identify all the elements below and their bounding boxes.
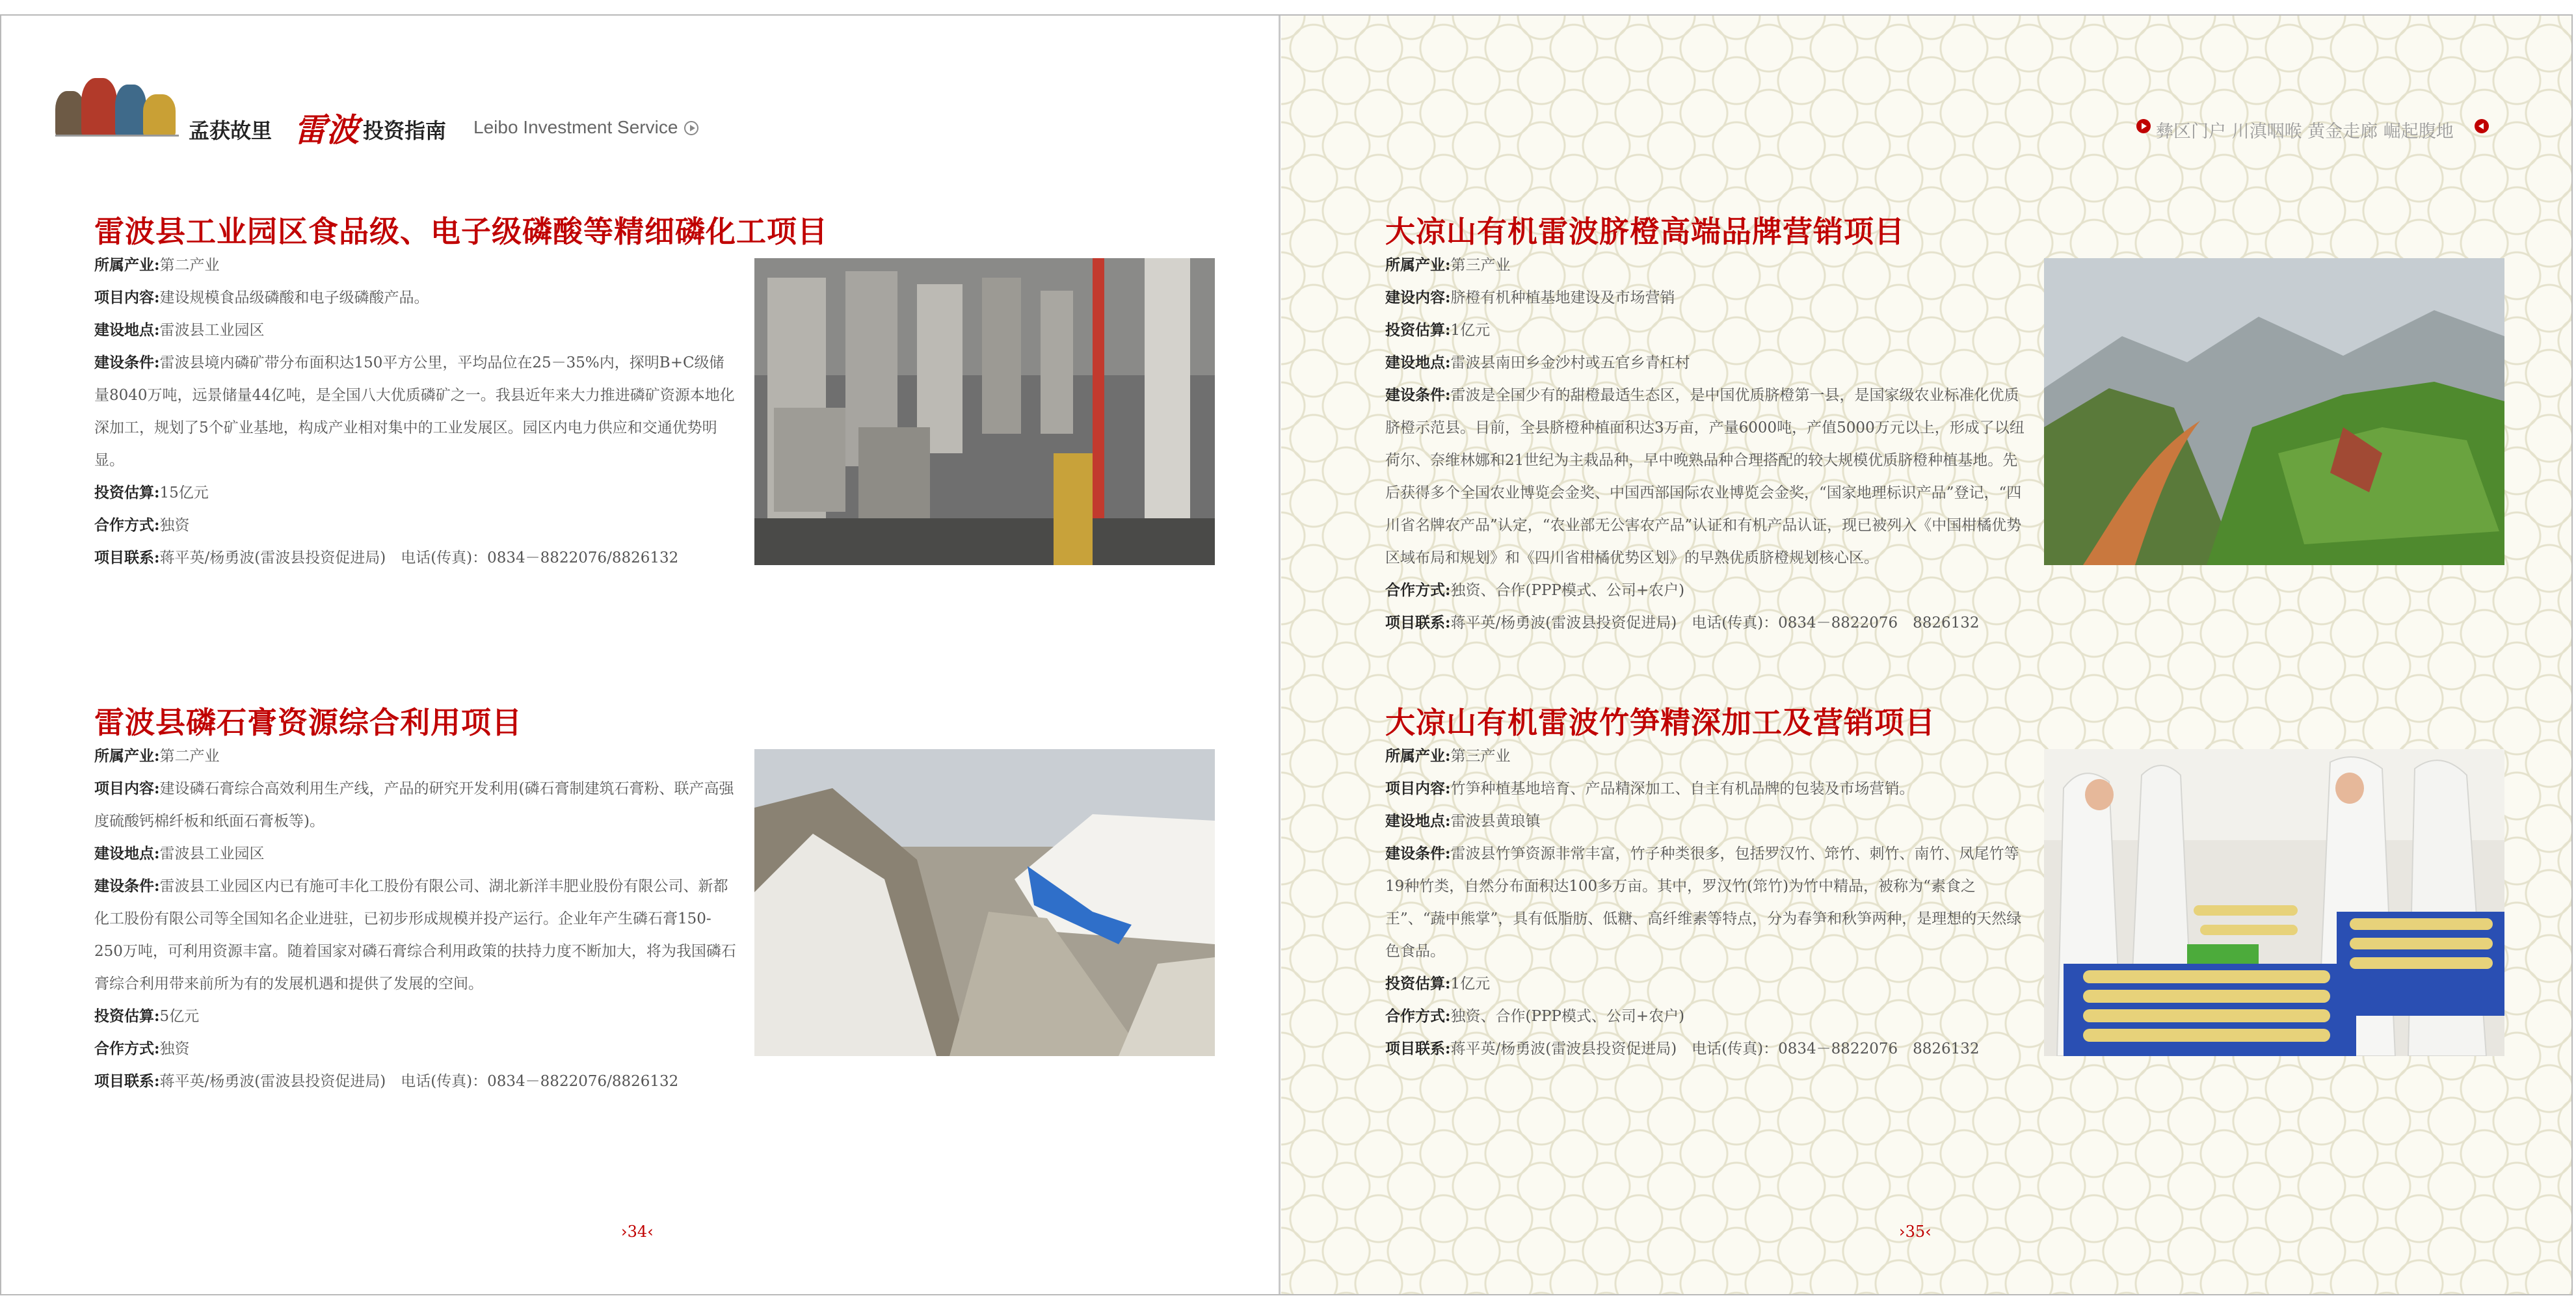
detail-row (94, 1065, 738, 1098)
detail-label: 项目内容: (94, 289, 160, 306)
detail-row (1385, 773, 2029, 805)
detail-row (1385, 379, 2029, 574)
detail-label: 合作方式: (94, 516, 160, 534)
brand-hometown-text: 孟获故里 (189, 118, 272, 143)
detail-value: 第三产业 (1450, 257, 1511, 274)
detail-row (94, 838, 738, 870)
detail-value: 独资、合作(PPP模式、公司+农户) (1450, 582, 1685, 599)
detail-label: 投资估算: (1385, 975, 1451, 992)
detail-label: 项目内容: (94, 780, 160, 797)
detail-value: 第二产业 (159, 257, 220, 274)
project-title: 雷波县磷石膏资源综合利用项目 (94, 705, 522, 740)
detail-value: 独资 (159, 1040, 190, 1057)
detail-value: 雷波县南田乡金沙村或五官乡青杠村 (1450, 354, 1690, 371)
detail-row (94, 542, 738, 574)
detail-row (1385, 574, 2029, 607)
detail-value: 蒋平英/杨勇波(雷波县投资促进局) 电话(传真)：0834－8822076/8826132 (159, 1073, 679, 1090)
detail-label: 项目内容: (1385, 780, 1451, 797)
detail-label: 合作方式: (1385, 1007, 1451, 1025)
slogan-text: 彝区门户 川滇咽喉 黄金走廊 崛起腹地 (2156, 122, 2454, 142)
detail-label: 建设地点: (94, 845, 160, 862)
detail-value: 建设规模食品级磷酸和电子级磷酸产品。 (159, 289, 429, 306)
detail-row (94, 282, 738, 314)
detail-value: 雷波是全国少有的甜橙最适生态区，是中国优质脐橙第一县，是国家级农业标准化优质脐橙示范县。目前，全县脐橙种植面积达3万亩，产量6000吨，产值5000万元以上，形成了以纽荷尔、奈维林娜和21世纪为主栽品种，早中晚熟品种合理搭配的较大规模优质脐橙种植基地。先后获得多个全国农业博览会金奖、中国西部国际农业博览会金奖，“国家地理标识产品”登记，“四川省名牌农产品”认定，“农业部无公害农产品”认证和有机产品认证，现已被列入《中国柑橘优势区域布局和规划》和《四川省柑橘优势区划》的早熟优质脐橙规划核心区。 (1385, 387, 2025, 566)
detail-label: 合作方式: (1385, 581, 1451, 599)
detail-value: 独资、合作(PPP模式、公司+农户) (1450, 1008, 1685, 1025)
detail-row (94, 314, 738, 347)
brand-leibo-calligraphy: 雷波 (294, 111, 359, 149)
detail-row (1385, 1000, 2029, 1033)
brand-english-text: Leibo Investment Service (473, 117, 678, 137)
detail-row (1385, 347, 2029, 379)
detail-label: 投资估算: (94, 484, 160, 501)
detail-row (94, 870, 738, 1000)
detail-row (94, 347, 738, 477)
detail-value: 5亿元 (159, 1008, 200, 1025)
detail-label: 投资估算: (1385, 321, 1451, 339)
detail-label: 建设条件: (1385, 845, 1451, 862)
detail-label: 合作方式: (94, 1040, 160, 1057)
detail-row (1385, 740, 2029, 773)
detail-value: 雷波县竹笋资源非常丰富，竹子种类很多，包括罗汉竹、筇竹、刺竹、南竹、凤尾竹等19种竹类，自然分布面积达100多万亩。其中，罗汉竹(筇竹)为竹中精品，被称为“素食之王”、“蔬中熊掌”，具有低脂肪、低糖、高纤维素等特点，分为春笋和秋笋两种，是理想的天然绿色食品。 (1385, 845, 2022, 960)
arrow-right-icon (2136, 119, 2151, 133)
detail-value: 蒋平英/杨勇波(雷波县投资促进局) 电话(传真)：0834－8822076/8826132 (159, 550, 679, 566)
detail-row (1385, 249, 2029, 282)
detail-row (1385, 607, 2029, 639)
valley-landscape-photo (2044, 258, 2504, 565)
detail-label: 建设地点: (1385, 354, 1451, 371)
detail-value: 第三产业 (1450, 748, 1511, 765)
detail-value: 雷波县境内磷矿带分布面积达150平方公里，平均品位在25－35%内，探明B+C级储量8040万吨，远景储量44亿吨，是全国八大优质磷矿之一。我县近年来大力推进磷矿资源本地化深加工，规划了5个矿业基地，构成产业相对集中的工业发展区。园区内电力供应和交通优势明显。 (94, 354, 735, 469)
detail-row (1385, 805, 2029, 838)
detail-label: 建设条件: (94, 877, 160, 895)
detail-label: 建设条件: (94, 354, 160, 371)
detail-label: 项目联系: (1385, 1040, 1451, 1057)
detail-label: 建设条件: (1385, 386, 1451, 404)
detail-value: 雷波县工业园区内已有施可丰化工股份有限公司、湖北新洋丰肥业股份有限公司、新都化工股份有限公司等全国知名企业进驻，已初步形成规模并投产运行。企业年产生磷石膏150-250万吨，可利用资源丰富。随着国家对磷石膏综合利用政策的扶持力度不断加大，将为我国磷石膏综合利用带来前所为有的发展机遇和提供了发展的空间。 (94, 878, 736, 992)
detail-row (94, 477, 738, 509)
detail-value: 脐橙有机种植基地建设及市场营销 (1450, 289, 1675, 306)
page-number-value: 34 (627, 1223, 648, 1241)
page-number-left: ›34‹ (621, 1223, 654, 1241)
project-title: 大凉山有机雷波脐橙高端品牌营销项目 (1385, 214, 1905, 249)
project-details (94, 740, 738, 1098)
detail-row (94, 1000, 738, 1033)
detail-row (1385, 968, 2029, 1000)
detail-label: 项目联系: (94, 549, 160, 566)
arrow-left-icon (2475, 119, 2489, 133)
detail-row (94, 509, 738, 542)
detail-label: 所属产业: (1385, 256, 1451, 274)
detail-label: 项目联系: (1385, 614, 1451, 631)
detail-value: 竹笋种植基地培育、产品精深加工、自主有机品牌的包装及市场营销。 (1450, 780, 1915, 797)
detail-row (94, 773, 738, 838)
costumed-figures-logo (55, 75, 179, 137)
detail-label: 建设地点: (1385, 812, 1451, 830)
detail-row (1385, 1033, 2029, 1065)
detail-value: 雷波县黄琅镇 (1450, 813, 1541, 830)
gypsum-pile-photo (754, 749, 1215, 1056)
project-details (1385, 740, 2029, 1065)
detail-value: 15亿元 (159, 484, 209, 501)
detail-value: 建设磷石膏综合高效利用生产线，产品的研究开发利用(磷石膏制建筑石膏粉、联产高强度硫酸钙棉纤板和纸面石膏板等)。 (94, 780, 734, 830)
project-title: 雷波县工业园区食品级、电子级磷酸等精细磷化工项目 (94, 214, 828, 249)
detail-value: 蒋平英/杨勇波(雷波县投资促进局) 电话(传真)：0834－8822076 8826132 (1450, 1040, 1980, 1057)
project-title: 大凉山有机雷波竹笋精深加工及营销项目 (1385, 705, 1935, 740)
detail-row (1385, 314, 2029, 347)
brand-guide-text: 投资指南 (363, 118, 447, 143)
detail-label: 建设内容: (1385, 289, 1451, 306)
detail-row (94, 740, 738, 773)
detail-row (94, 1033, 738, 1065)
detail-label: 建设地点: (94, 321, 160, 339)
detail-value: 第二产业 (159, 748, 220, 765)
page-number-right: ›35‹ (1899, 1223, 1932, 1241)
detail-value: 蒋平英/杨勇波(雷波县投资促进局) 电话(传真)：0834－8822076 8826132 (1450, 615, 1980, 631)
detail-value: 雷波县工业园区 (159, 845, 265, 862)
detail-value: 雷波县工业园区 (159, 322, 265, 339)
detail-row (94, 249, 738, 282)
detail-label: 所属产业: (94, 747, 160, 765)
arrow-right-icon (684, 121, 698, 135)
detail-row (1385, 282, 2029, 314)
project-details (1385, 249, 2029, 639)
detail-label: 所属产业: (1385, 747, 1451, 765)
detail-row (1385, 838, 2029, 968)
detail-value: 独资 (159, 517, 190, 534)
detail-label: 所属产业: (94, 256, 160, 274)
project-details (94, 249, 738, 574)
spread-border (0, 14, 2573, 1295)
detail-label: 投资估算: (94, 1007, 160, 1025)
bamboo-shoot-workers-photo (2044, 749, 2504, 1056)
detail-label: 项目联系: (94, 1072, 160, 1090)
page-number-value: 35 (1905, 1223, 1926, 1241)
detail-value: 1亿元 (1450, 975, 1491, 992)
detail-value: 1亿元 (1450, 322, 1491, 339)
phosphate-plant-photo (754, 258, 1215, 565)
